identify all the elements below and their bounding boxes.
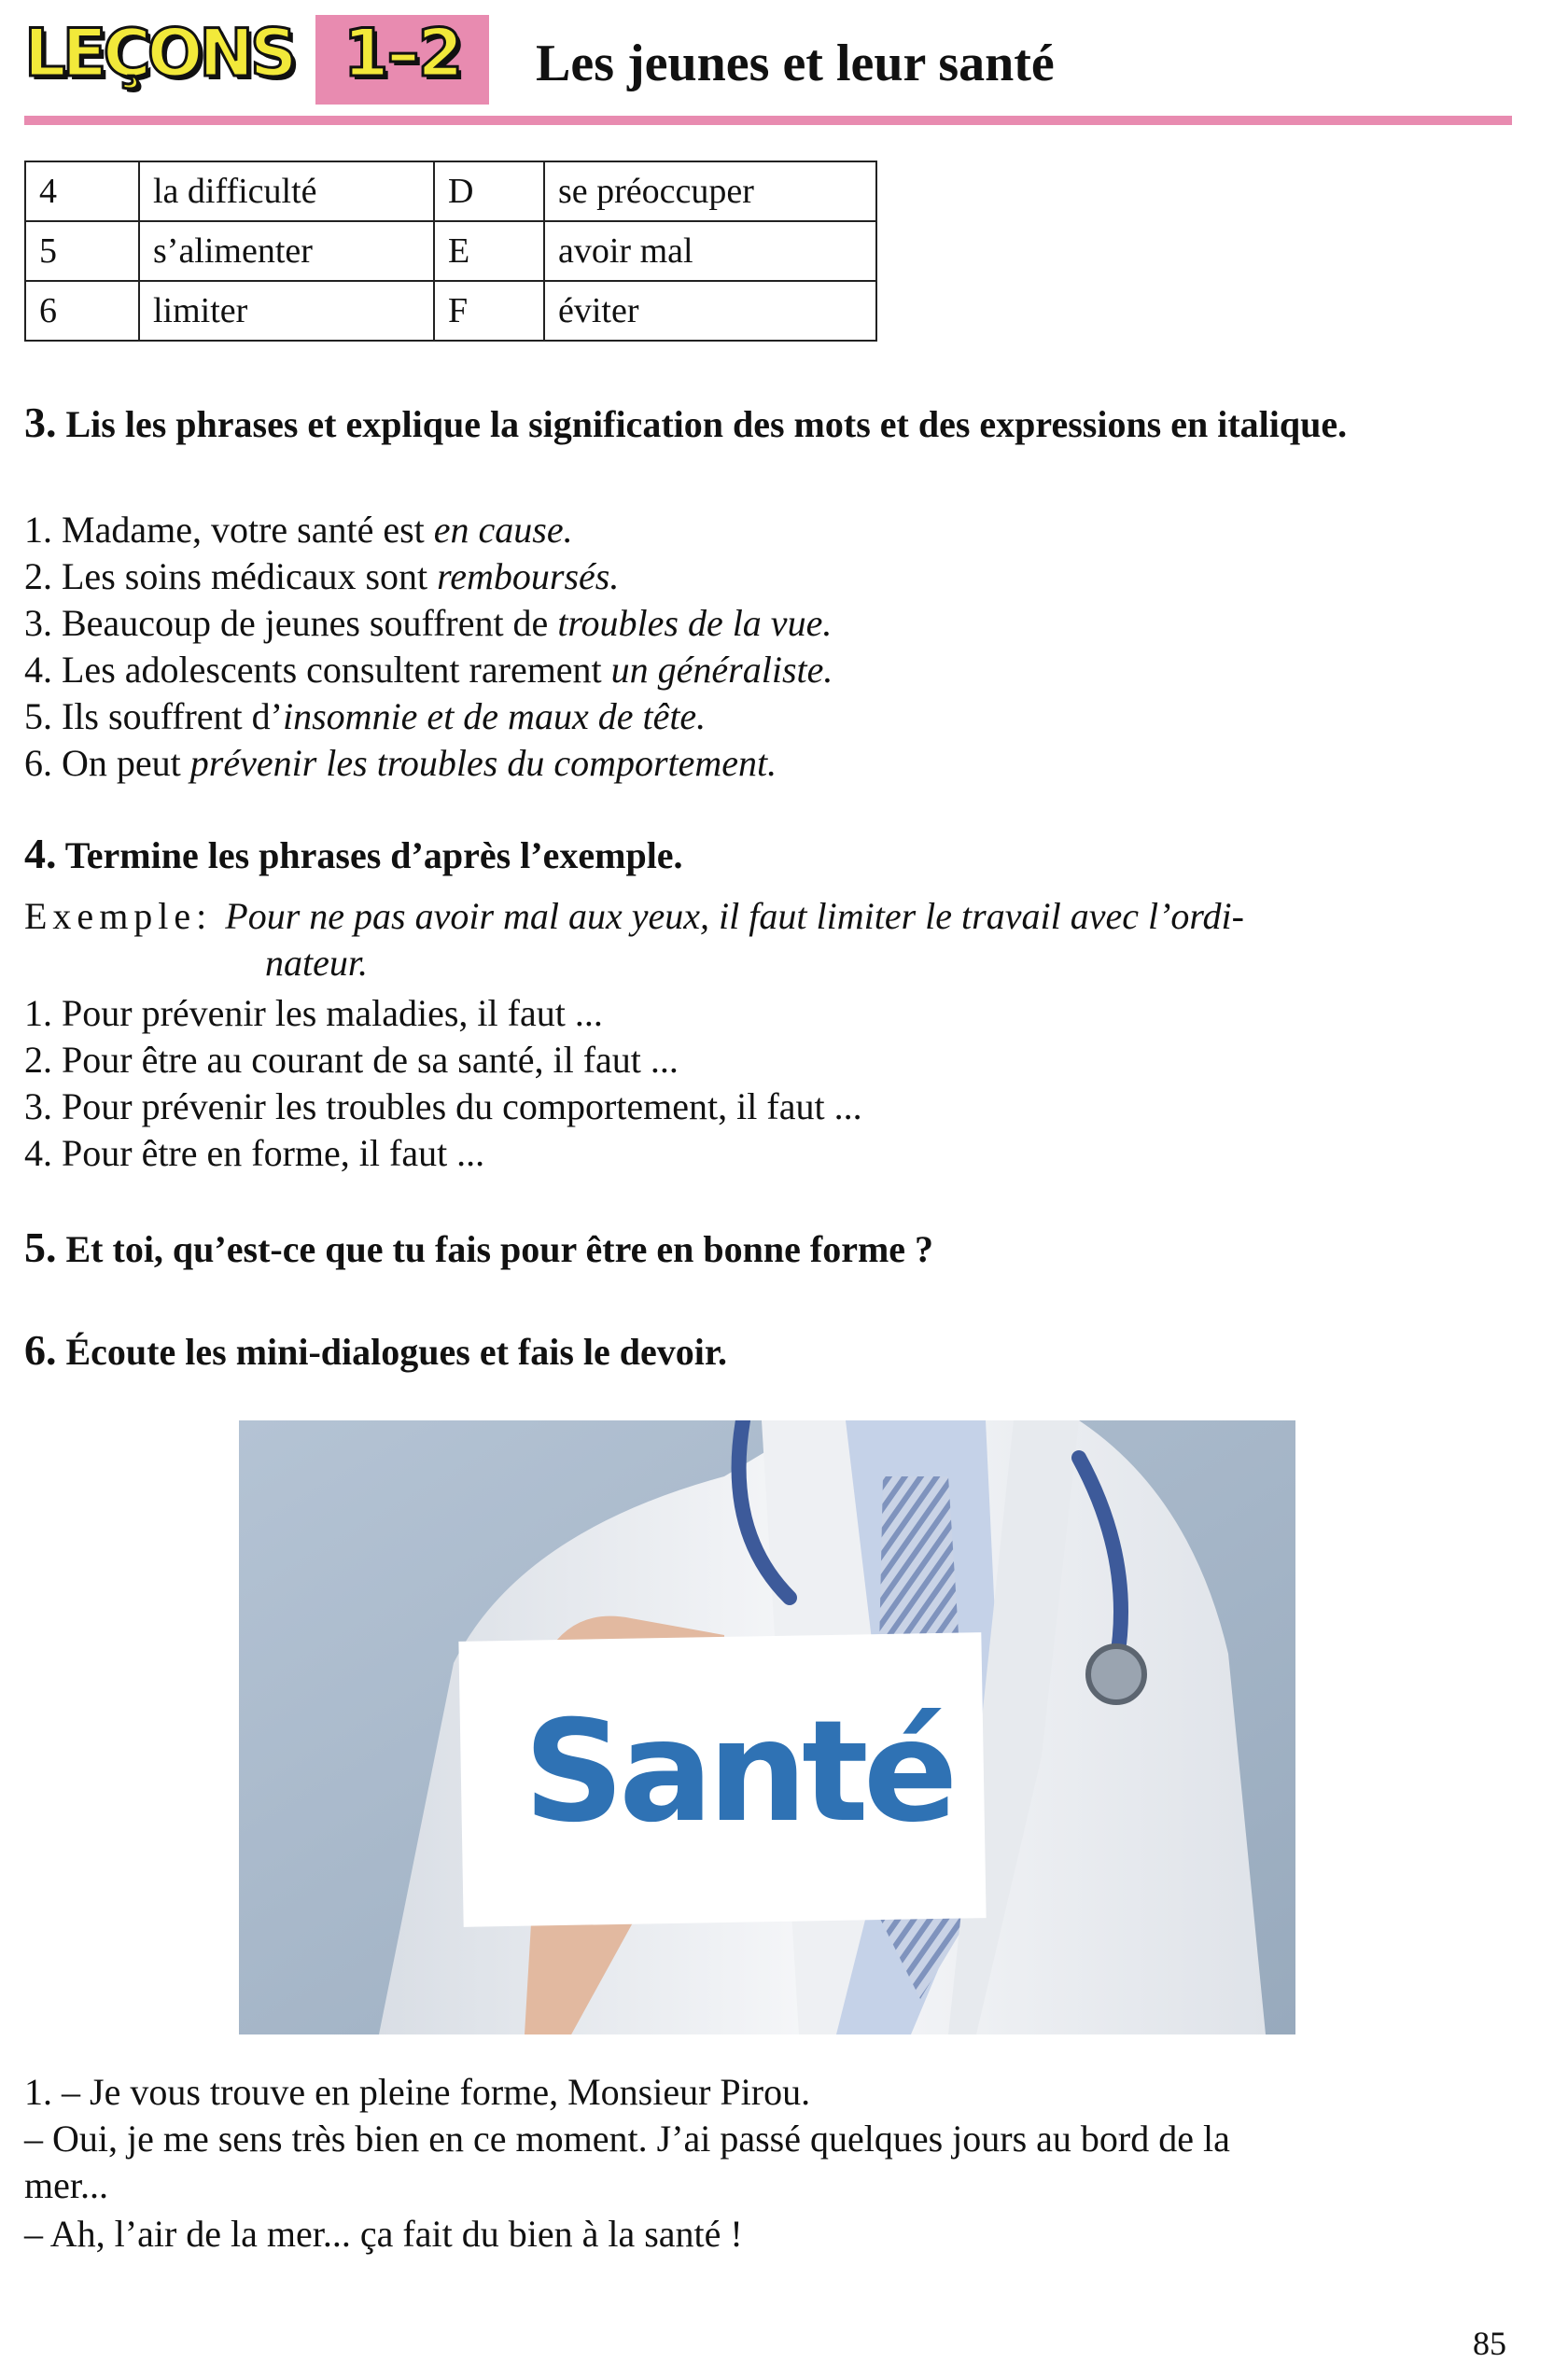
table-cell: la difficulté bbox=[139, 161, 434, 221]
lesson-number: 1–2 bbox=[343, 15, 462, 91]
exercise-number: 4. bbox=[24, 830, 57, 877]
lessons-label: LEÇONS bbox=[24, 15, 294, 91]
exercise-instruction: Et toi, qu’est-ce que tu fais pour être en bonne forme ? bbox=[65, 1228, 934, 1270]
exercise-3-heading bbox=[24, 396, 1518, 450]
list-item: 3. Beaucoup de jeunes souffrent de troubles de la vue. bbox=[24, 602, 833, 644]
table-row bbox=[25, 221, 876, 281]
example-continuation: nateur. bbox=[265, 942, 368, 984]
table-cell: limiter bbox=[139, 281, 434, 341]
dialogue-line: – Ah, l’air de la mer... ça fait du bien à la santé ! bbox=[24, 2213, 743, 2255]
doctor-photo bbox=[239, 1420, 1295, 2034]
list-item: 2. Les soins médicaux sont remboursés. bbox=[24, 555, 620, 597]
list-item: 5. Ils souffrent d’insomnie et de maux de tête. bbox=[24, 695, 707, 737]
exercise-instruction: Termine les phrases d’après l’exemple. bbox=[64, 834, 683, 876]
example-label: Exemple: bbox=[24, 895, 213, 937]
list-item: 3. Pour prévenir les troubles du comportement, il faut ... bbox=[24, 1085, 862, 1127]
table-cell: 5 bbox=[25, 221, 139, 281]
matching-table bbox=[24, 161, 877, 342]
dialogue-line: 1. – Je vous trouve en pleine forme, Monsieur Pirou. bbox=[24, 2071, 811, 2113]
exercise-4-heading bbox=[24, 827, 1518, 881]
list-item: 4. Les adolescents consultent rarement un généraliste. bbox=[24, 649, 833, 691]
table-cell: avoir mal bbox=[544, 221, 876, 281]
page-number: 85 bbox=[1473, 2325, 1506, 2362]
exercise-6-heading bbox=[24, 1323, 1518, 1377]
list-item: 4. Pour être en forme, il faut ... bbox=[24, 1132, 485, 1174]
list-item: 1. Madame, votre santé est en cause. bbox=[24, 509, 573, 551]
table-cell: éviter bbox=[544, 281, 876, 341]
table-cell: E bbox=[434, 221, 544, 281]
list-item: 2. Pour être au courant de sa santé, il faut ... bbox=[24, 1039, 679, 1081]
table-cell: D bbox=[434, 161, 544, 221]
table-cell: s’alimenter bbox=[139, 221, 434, 281]
sign-text: Santé bbox=[524, 1691, 953, 1853]
list-item: 1. Pour prévenir les maladies, il faut ... bbox=[24, 992, 603, 1034]
exercise-5-heading bbox=[24, 1221, 1518, 1275]
table-cell: 4 bbox=[25, 161, 139, 221]
exercise-number: 5. bbox=[24, 1223, 57, 1271]
exercise-instruction: Lis les phrases et explique la signification des mots et des expressions en italique. bbox=[65, 403, 1348, 445]
exercise-instruction: Écoute les mini-dialogues et fais le devoir. bbox=[65, 1331, 727, 1373]
table-cell: se préoccuper bbox=[544, 161, 876, 221]
table-row bbox=[25, 161, 876, 221]
dialogue-line: – Oui, je me sens très bien en ce moment. J’ai passé quelques jours au bord de la bbox=[24, 2118, 1230, 2160]
exercise-number: 3. bbox=[24, 398, 57, 446]
dialogue-line: mer... bbox=[24, 2164, 108, 2206]
page-title: Les jeunes et leur santé bbox=[536, 35, 1055, 92]
list-item: 6. On peut prévenir les troubles du comportement. bbox=[24, 742, 777, 784]
example-line bbox=[24, 894, 1244, 939]
table-cell: 6 bbox=[25, 281, 139, 341]
title-divider bbox=[24, 116, 1512, 125]
table-row bbox=[25, 281, 876, 341]
table-cell: F bbox=[434, 281, 544, 341]
exercise-number: 6. bbox=[24, 1326, 57, 1374]
example-text: Pour ne pas avoir mal aux yeux, il faut limiter le travail avec l’ordi- bbox=[225, 895, 1244, 937]
